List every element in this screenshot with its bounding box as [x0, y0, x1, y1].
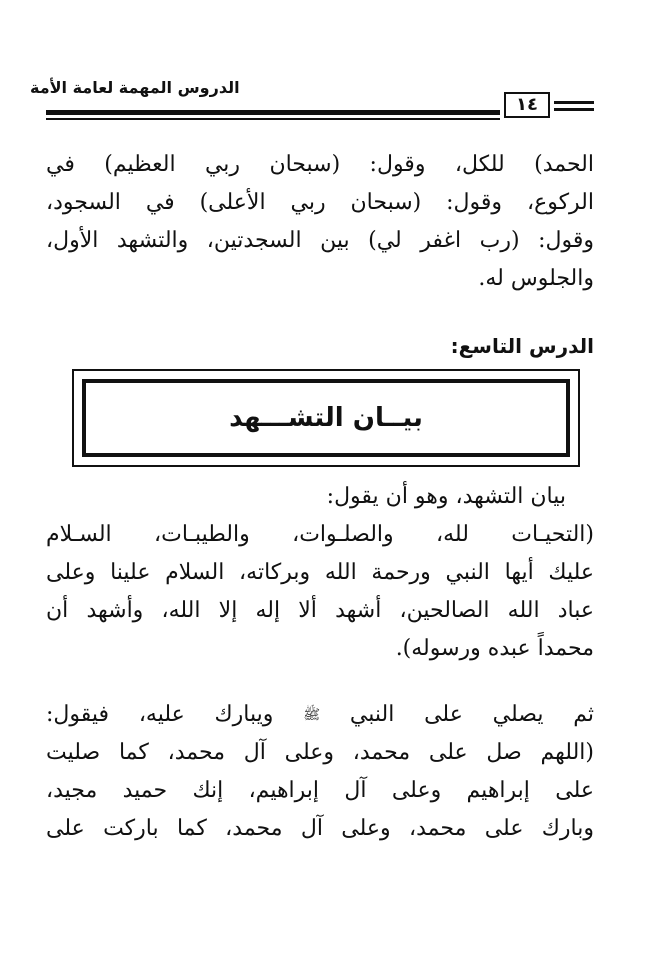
header-rule-thin — [46, 118, 500, 120]
header-rule-thick — [46, 110, 500, 115]
text-line — [46, 696, 594, 734]
lesson-title: بيــان التشـــهد — [82, 379, 570, 457]
running-header-title: الدروس المهمة لعامة الأمة — [30, 78, 240, 97]
header-rule-right-top — [554, 101, 594, 104]
text-line: محمداً عبده ورسوله). — [395, 636, 594, 661]
text-line: الحمد) للكل، وقول: (سبحان ربي العظيم) في — [46, 152, 594, 177]
text-segment: ثم يصلي على النبي — [349, 702, 594, 727]
paragraph-continuation — [46, 146, 594, 298]
page-number: ١٤ — [504, 92, 550, 118]
text-line: عليك أيها النبي ورحمة الله وبركاته، السلام علينا وعلى — [46, 560, 594, 585]
text-line: وبارك على محمد، وعلى آل محمد، كما باركت على — [46, 816, 594, 841]
text-segment: ويبارك عليه، فيقول: — [46, 702, 274, 727]
text-line: (اللهم صل على محمد، وعلى آل محمد، كما صليت — [46, 740, 594, 765]
text-line: وقول: (رب اغفر لي) بين السجدتين، والتشهد الأول، — [46, 228, 594, 253]
text-line: عباد الله الصالحين، أشهد ألا إله إلا الله، وأشهد أن — [46, 598, 594, 623]
text-line: بيان التشهد، وهو أن يقول: — [326, 484, 566, 509]
text-line: على إبراهيم وعلى آل إبراهيم، إنك حميد مجيد، — [46, 778, 594, 803]
text-line: (التحيـات لله، والصلـوات، والطيبـات، السـلام — [46, 522, 594, 547]
text-line: الركوع، وقول: (سبحان ربي الأعلى) في السجود، — [46, 190, 594, 215]
honorific-symbol: ﷺ — [303, 707, 321, 723]
paragraph-tashahhud — [46, 478, 594, 668]
paragraph-salawat — [46, 696, 594, 848]
lesson-label: الدرس التاسع: — [450, 334, 594, 358]
header-rule-right-bottom — [554, 108, 594, 111]
text-line: والجلوس له. — [478, 266, 594, 291]
